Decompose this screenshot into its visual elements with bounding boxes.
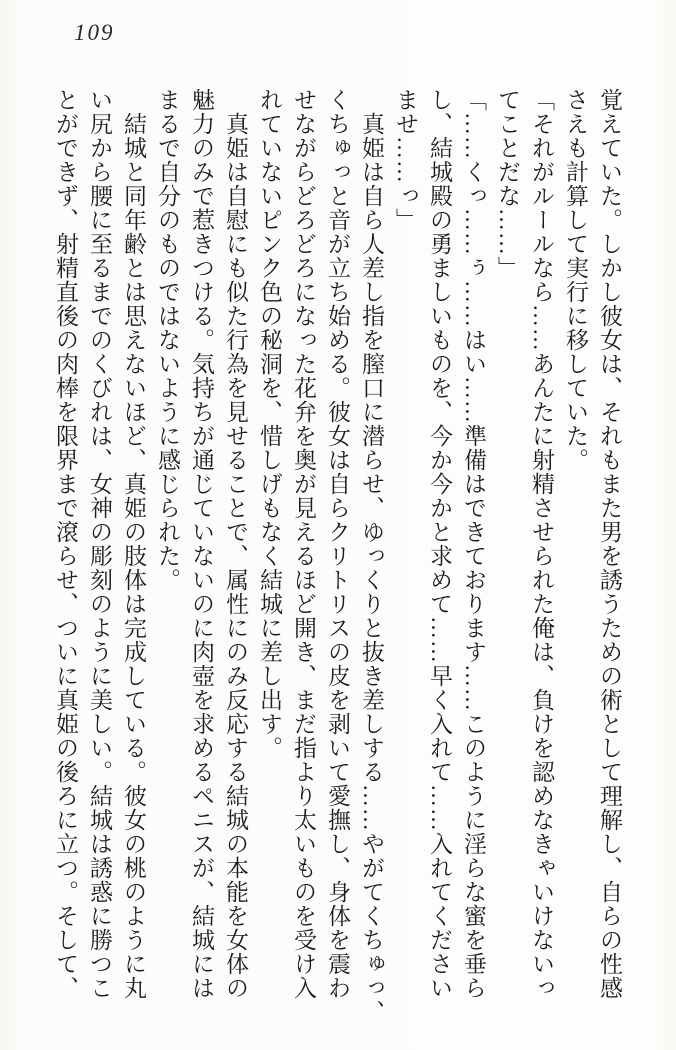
vertical-text-block <box>48 88 626 1024</box>
text-column: し、結城殿の勇ましいものを、今か今かと求めて……早く入れて……入れてください <box>427 88 452 1000</box>
text-column: 真姫は自ら人差し指を膣口に潜らせ、ゆっくりと抜き差しする……やがてくちゅっ、 <box>359 112 384 1024</box>
text-column: い尻から腰に至るまでのくびれは、女神の彫刻のように美しい。結城は誘惑に勝つこ <box>87 88 112 1000</box>
text-column: とができず、射精直後の肉棒を限界まで滾らせ、ついに真姫の後ろに立つ。そして、 <box>53 88 78 1000</box>
text-column: てことだな……」 <box>495 88 520 280</box>
text-column: 覚えていた。しかし彼女は、それもまた男を誘うための術として理解し、自らの性感 <box>597 88 622 1000</box>
text-column: 結城と同年齢とは思えないほど、真姫の肢体は完成している。彼女の桃のように丸 <box>121 112 146 1000</box>
text-column: 「それがルールなら……あんたに射精させられた俺は、負けを認めなきゃいけないっ <box>529 88 554 1000</box>
text-column: せながらどろどろになった花弁を奥が見えるほど開き、まだ指より太いものを受け入 <box>291 88 316 1000</box>
text-column: 魅力のみで惹きつける。気持ちが通じていないのに肉壺を求めるペニスが、結城には <box>189 88 214 1000</box>
page-number: 109 <box>74 20 115 45</box>
text-column: まるで自分のものではないように感じられた。 <box>155 88 180 592</box>
text-column: さえも計算して実行に移していた。 <box>563 88 588 472</box>
text-column: ませ……っ」 <box>393 88 418 232</box>
text-column: 真姫は自慰にも似た行為を見せることで、属性にのみ反応する結城の本能を女体の <box>223 112 248 1000</box>
text-column: れていないピンク色の秘洞を、惜しげもなく結城に差し出す。 <box>257 88 282 760</box>
text-column: くちゅっと音が立ち始める。彼女は自らクリトリスの皮を剥いて愛撫し、身体を震わ <box>325 88 350 1000</box>
text-column: 「……くっ……ぅ……はい……準備はできております……このように淫らな蜜を垂ら <box>461 88 486 1000</box>
